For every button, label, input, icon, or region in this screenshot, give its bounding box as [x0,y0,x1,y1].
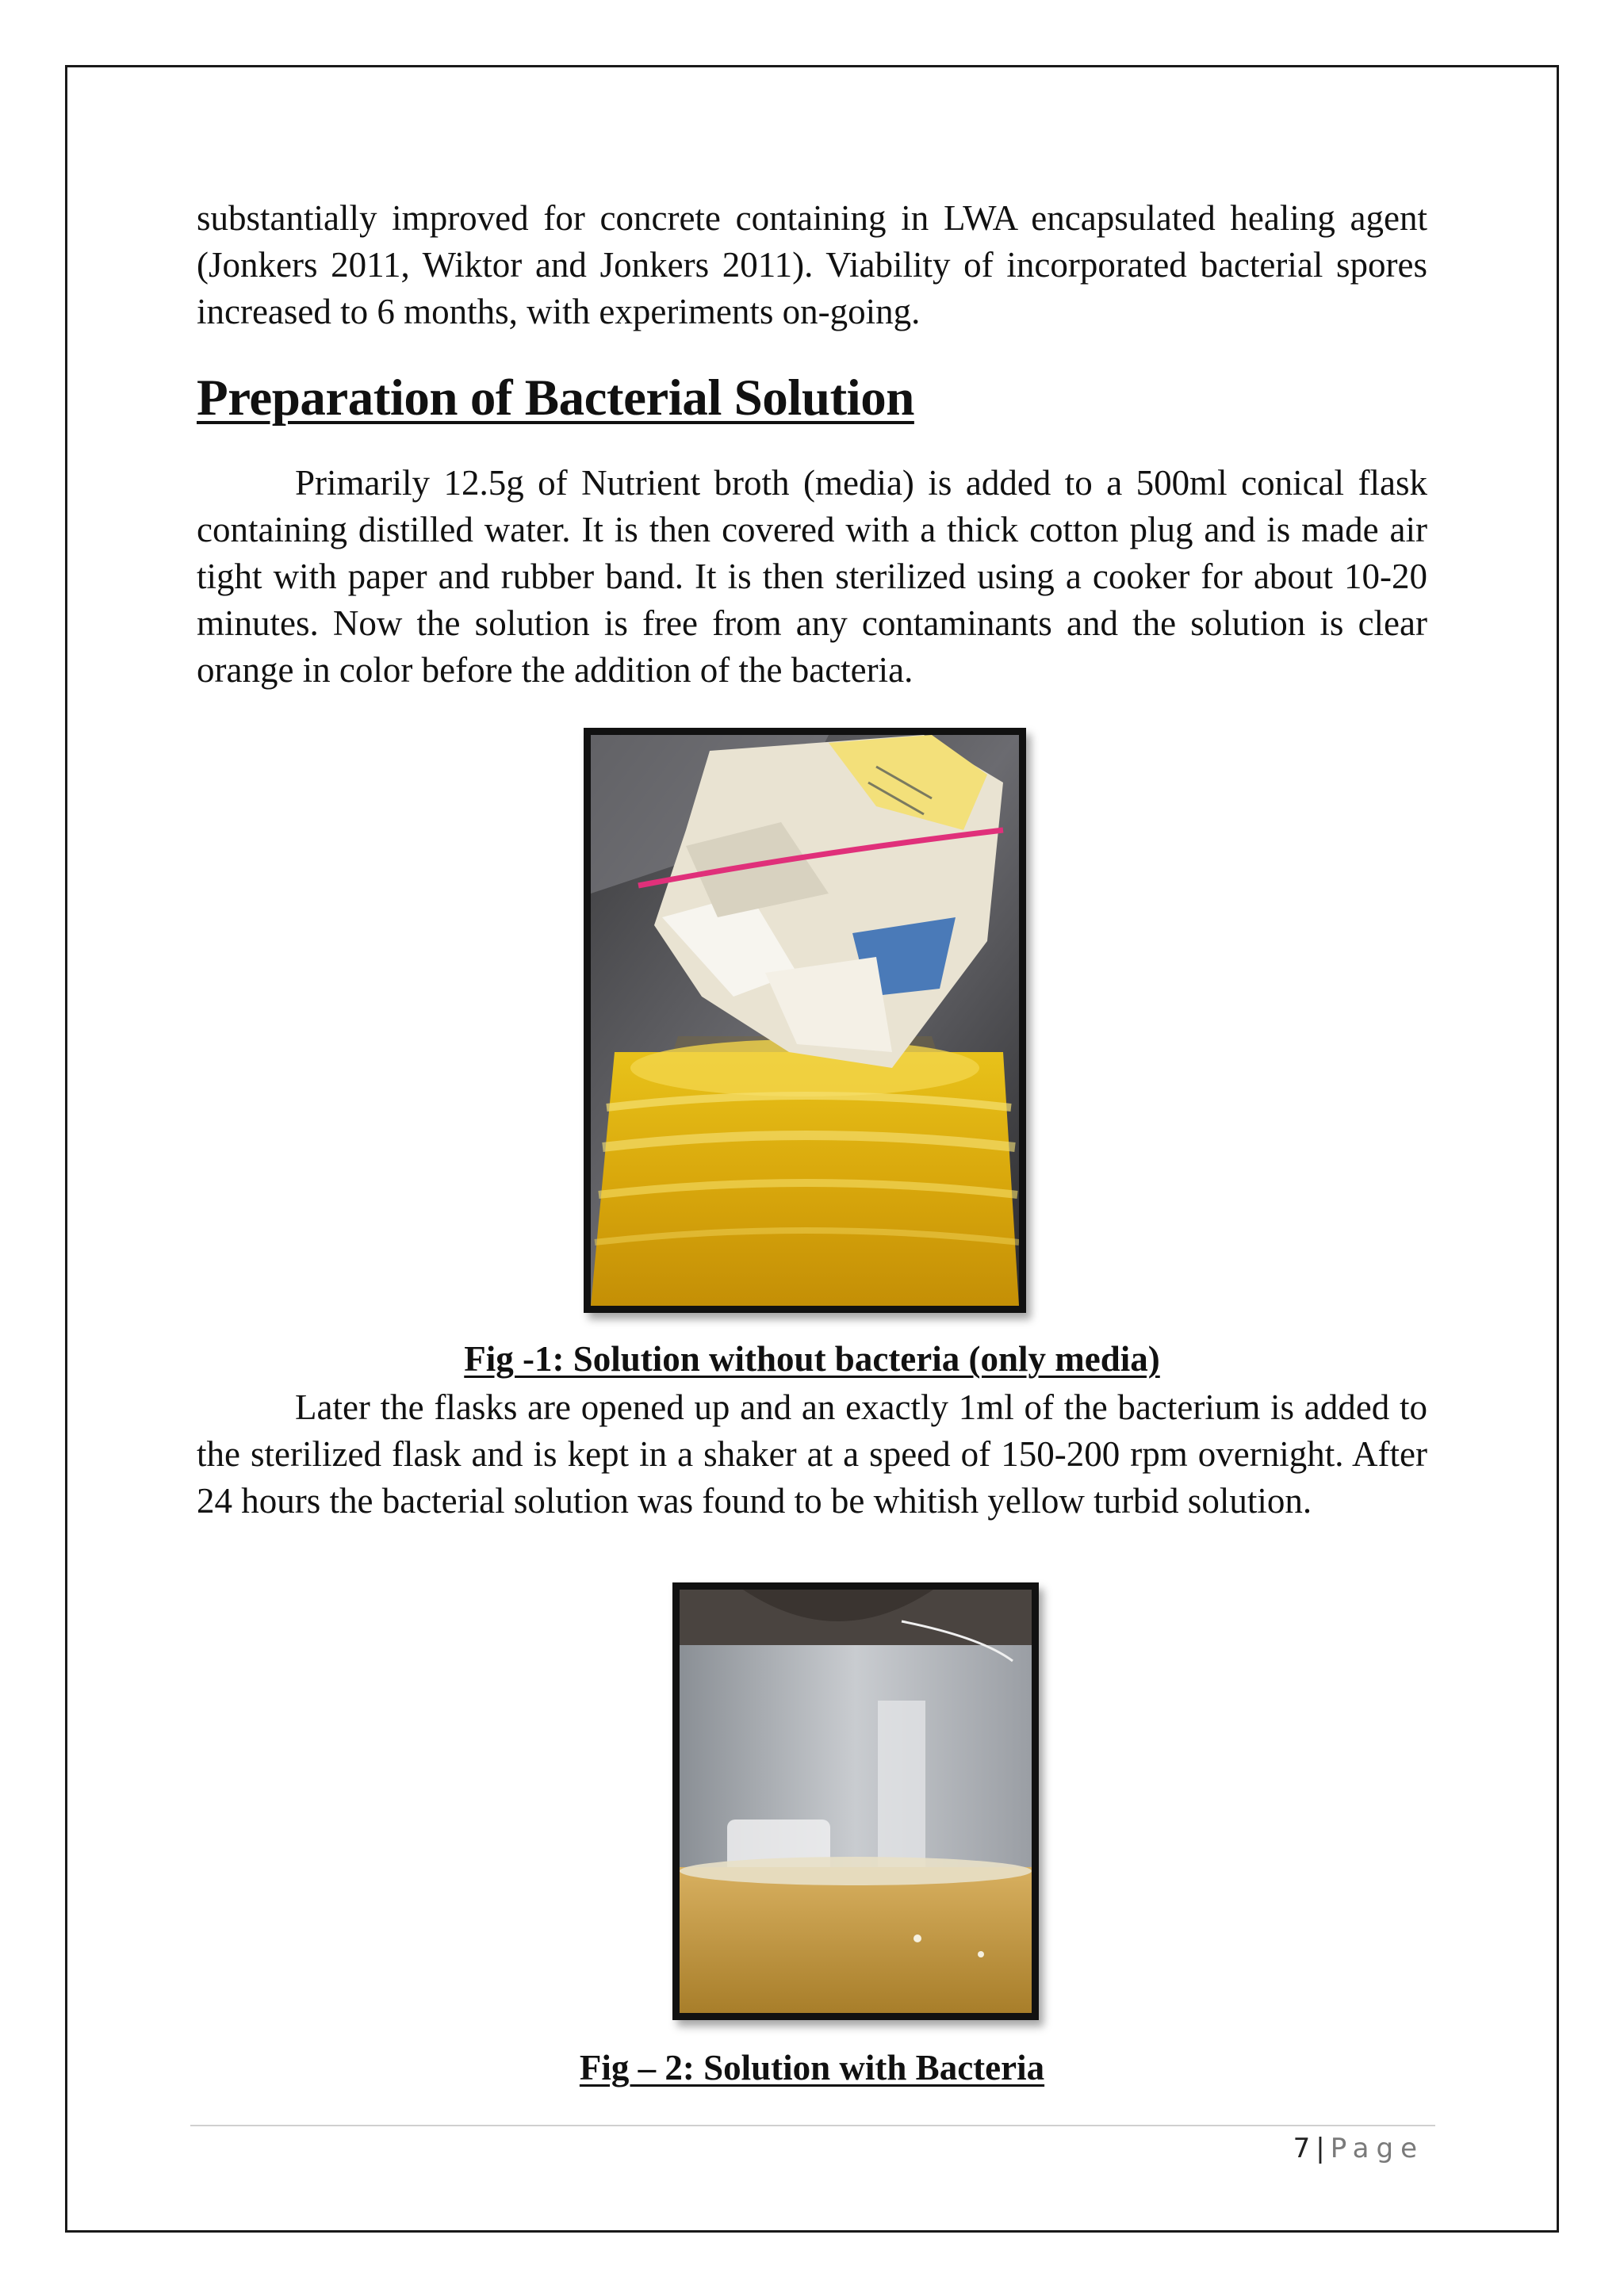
page-label: Page [1330,2133,1424,2164]
flask-with-bacteria-image [680,1590,1032,2013]
footer-separator: | [1316,2133,1326,2164]
page-footer [1293,2133,1424,2164]
flask-without-bacteria-image [591,735,1019,1306]
figure-2-caption: Fig – 2: Solution with Bacteria [579,2048,1045,2087]
figure-1-photo [584,728,1026,1313]
figure-1-caption: Fig -1: Solution without bacteria (only media) [464,1339,1160,1379]
page-number: 7 [1293,2133,1312,2164]
paragraph-intro: substantially improved for concrete containing in LWA encapsulated healing agent (Jonkers 2011, Wiktor and Jonkers 2011). Viability of incorporated bacterial spores increased to 6 months, with experiments on-going. [197,198,1427,331]
section-heading: Preparation of Bacterial Solution [197,369,914,427]
paragraph-preparation: Primarily 12.5g of Nutrient broth (media) is added to a 500ml conical flask containing distilled water. It is then covered with a thick cotton plug and is made air tight with paper and rubber band. It is then sterilized using a cooker for about 10-20 minutes. Now the solution is free from any contaminants and the solution is clear orange in color before the addition of the bacteria. [197,463,1427,690]
figure-2-photo [672,1582,1039,2020]
paragraph-addition: Later the flasks are opened up and an exactly 1ml of the bacterium is added to the sterilized flask and is kept in a shaker at a speed of 150-200 rpm overnight. After 24 hours the bacterial solution was found to be whitish yellow turbid solution. [197,1387,1427,1521]
footer-divider [190,2125,1435,2126]
